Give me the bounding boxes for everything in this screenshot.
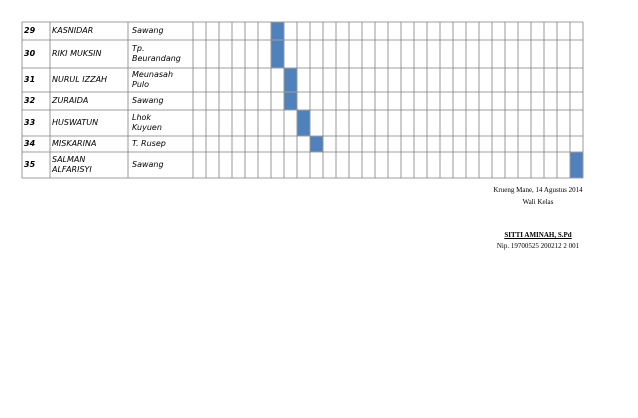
signature-name: SITTI AMINAH, S.Pd xyxy=(504,231,572,239)
student-name: SALMAN xyxy=(52,155,86,164)
schedule-mark xyxy=(571,153,583,178)
row-number: 29 xyxy=(24,26,36,35)
row-number: 31 xyxy=(24,75,36,84)
student-name: MISKARINA xyxy=(52,139,97,148)
schedule-mark xyxy=(285,69,297,92)
student-place: T. Rusep xyxy=(132,139,166,148)
student-place: Lhok xyxy=(132,113,152,122)
signature-nip: Nip. 19700525 200212 2 001 xyxy=(496,242,580,250)
signature-place-date: Krueng Mane, 14 Agustus 2014 xyxy=(493,186,583,194)
student-name: NURUL IZZAH xyxy=(52,75,108,84)
row-number: 33 xyxy=(24,118,36,127)
schedule-mark xyxy=(285,93,297,110)
student-place: Sawang xyxy=(132,160,164,169)
student-place: Pulo xyxy=(132,80,150,89)
student-name: KASNIDAR xyxy=(52,26,94,35)
row-number: 32 xyxy=(24,96,36,105)
row-number: 35 xyxy=(24,160,36,169)
schedule-mark xyxy=(298,111,310,136)
student-place: Sawang xyxy=(132,26,164,35)
schedule-mark xyxy=(272,41,284,68)
signature-role: Wali Kelas xyxy=(522,198,554,206)
student-place: Kuyuen xyxy=(132,123,162,132)
student-place: Sawang xyxy=(132,96,164,105)
student-name: HUSWATUN xyxy=(52,118,99,127)
schedule-mark xyxy=(272,23,284,40)
student-name: RIKI MUKSIN xyxy=(52,49,102,58)
student-place: Meunasah xyxy=(132,70,174,79)
student-name: ALFARISYI xyxy=(52,165,92,174)
row-number: 30 xyxy=(24,49,36,58)
student-name: ZURAIDA xyxy=(52,96,89,105)
row-number: 34 xyxy=(24,139,36,148)
schedule-mark xyxy=(311,137,323,152)
student-place: Beurandang xyxy=(132,54,181,63)
student-place: Tp. xyxy=(132,44,145,53)
